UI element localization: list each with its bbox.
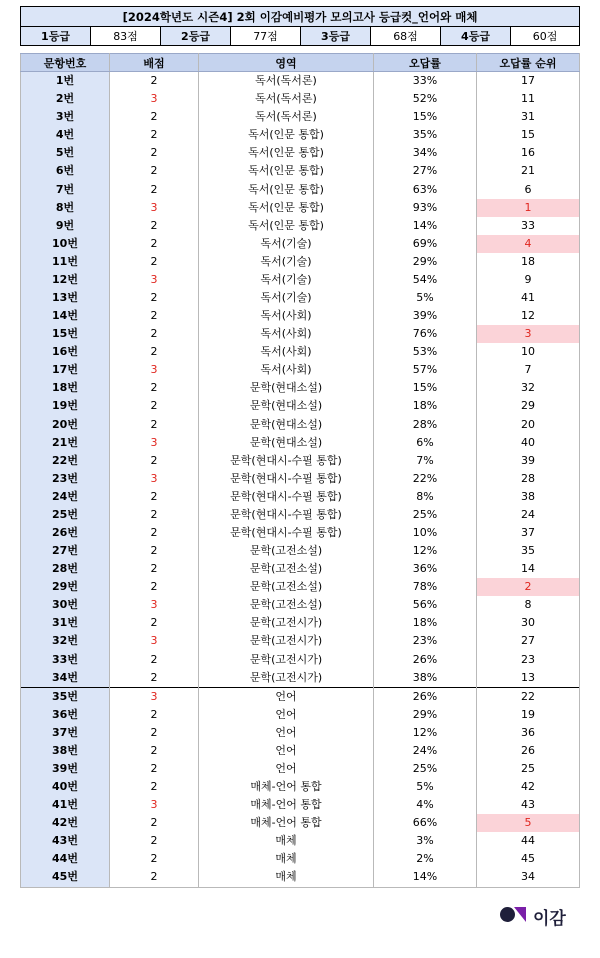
question-number-cell: 13번	[21, 289, 110, 307]
rank-cell: 30	[477, 614, 580, 632]
rank-cell: 33	[477, 217, 580, 235]
rank-cell: 3	[477, 325, 580, 343]
table-row	[21, 596, 580, 614]
wrong-rate-cell: 39%	[374, 307, 477, 325]
points-cell: 2	[110, 325, 199, 343]
grade-label: 3등급	[301, 27, 371, 46]
rank-cell: 41	[477, 289, 580, 307]
question-number-cell: 19번	[21, 397, 110, 415]
wrong-rate-cell: 15%	[374, 379, 477, 397]
points-cell: 3	[110, 271, 199, 289]
rank-cell: 4	[477, 235, 580, 253]
wrong-rate-cell: 12%	[374, 724, 477, 742]
rank-cell: 15	[477, 126, 580, 144]
points-cell: 2	[110, 724, 199, 742]
rank-cell: 43	[477, 796, 580, 814]
table-row	[21, 706, 580, 724]
points-cell: 2	[110, 542, 199, 560]
question-number-cell: 41번	[21, 796, 110, 814]
area-cell: 언어	[199, 760, 374, 778]
table-row	[21, 90, 580, 108]
question-number-cell: 38번	[21, 742, 110, 760]
question-number-cell: 14번	[21, 307, 110, 325]
table-row	[21, 669, 580, 688]
points-cell: 2	[110, 72, 199, 91]
grade-cut-score: 68점	[371, 27, 441, 46]
rank-cell: 14	[477, 560, 580, 578]
question-number-cell: 2번	[21, 90, 110, 108]
table-row	[21, 614, 580, 632]
grade-label: 4등급	[441, 27, 511, 46]
table-row	[21, 814, 580, 832]
rank-cell: 35	[477, 542, 580, 560]
question-number-cell: 22번	[21, 452, 110, 470]
points-cell: 3	[110, 434, 199, 452]
question-number-cell: 23번	[21, 470, 110, 488]
table-row	[21, 126, 580, 144]
table-row	[21, 651, 580, 669]
question-number-cell: 42번	[21, 814, 110, 832]
wrong-rate-cell: 15%	[374, 108, 477, 126]
wrong-rate-cell: 76%	[374, 325, 477, 343]
column-header-points: 배점	[110, 54, 199, 72]
logo-text: 이감	[533, 909, 566, 929]
table-row	[21, 289, 580, 307]
rank-cell: 10	[477, 343, 580, 361]
question-number-cell: 11번	[21, 253, 110, 271]
area-cell: 독서(인문 통합)	[199, 126, 374, 144]
points-cell: 3	[110, 796, 199, 814]
rank-cell: 32	[477, 379, 580, 397]
area-cell: 문학(고전소설)	[199, 578, 374, 596]
question-number-cell: 21번	[21, 434, 110, 452]
rank-cell: 11	[477, 90, 580, 108]
question-number-cell: 37번	[21, 724, 110, 742]
area-cell: 독서(독서론)	[199, 72, 374, 91]
report-container	[20, 6, 579, 888]
points-cell: 2	[110, 235, 199, 253]
wrong-rate-table	[20, 53, 580, 888]
wrong-rate-cell: 69%	[374, 235, 477, 253]
area-cell: 문학(현대소설)	[199, 397, 374, 415]
area-cell: 독서(사회)	[199, 307, 374, 325]
grade-label: 1등급	[21, 27, 91, 46]
area-cell: 문학(현대소설)	[199, 379, 374, 397]
rank-cell: 18	[477, 253, 580, 271]
area-cell: 언어	[199, 742, 374, 760]
table-row	[21, 470, 580, 488]
grade-cut-row	[21, 27, 580, 46]
question-number-cell: 16번	[21, 343, 110, 361]
wrong-rate-cell: 14%	[374, 217, 477, 235]
rank-cell: 2	[477, 578, 580, 596]
rank-cell: 38	[477, 488, 580, 506]
area-cell: 독서(인문 통합)	[199, 180, 374, 198]
rank-cell: 44	[477, 832, 580, 850]
points-cell: 2	[110, 180, 199, 198]
wrong-rate-cell: 36%	[374, 560, 477, 578]
wrong-rate-cell: 29%	[374, 706, 477, 724]
rank-cell: 1	[477, 199, 580, 217]
wrong-rate-cell: 53%	[374, 343, 477, 361]
area-cell: 문학(고전시가)	[199, 651, 374, 669]
grade-cut-score: 60점	[511, 27, 580, 46]
points-cell: 2	[110, 379, 199, 397]
question-number-cell: 15번	[21, 325, 110, 343]
table-row	[21, 307, 580, 325]
area-cell: 언어	[199, 706, 374, 724]
table-row	[21, 108, 580, 126]
points-cell: 2	[110, 506, 199, 524]
area-cell: 독서(사회)	[199, 325, 374, 343]
rank-cell: 6	[477, 180, 580, 198]
area-cell: 문학(고전시가)	[199, 669, 374, 688]
rank-cell: 13	[477, 669, 580, 688]
table-row	[21, 361, 580, 379]
area-cell: 독서(인문 통합)	[199, 217, 374, 235]
page-title: [2024학년도 시즌4] 2회 이감예비평가 모의고사 등급컷_언어와 매체	[21, 7, 580, 27]
grade-cut-score: 83점	[91, 27, 161, 46]
points-cell: 2	[110, 832, 199, 850]
wrong-rate-cell: 8%	[374, 488, 477, 506]
table-row	[21, 180, 580, 198]
area-cell: 문학(현대시-수필 통합)	[199, 488, 374, 506]
table-row	[21, 832, 580, 850]
question-number-cell: 44번	[21, 850, 110, 868]
table-row	[21, 850, 580, 868]
wrong-rate-cell: 7%	[374, 452, 477, 470]
question-number-cell: 34번	[21, 669, 110, 688]
wrong-rate-cell: 27%	[374, 162, 477, 180]
question-number-cell: 43번	[21, 832, 110, 850]
wrong-rate-cell: 25%	[374, 760, 477, 778]
area-cell: 독서(기술)	[199, 235, 374, 253]
rank-cell: 20	[477, 415, 580, 433]
question-number-cell: 18번	[21, 379, 110, 397]
area-cell: 매체-언어 통합	[199, 814, 374, 832]
points-cell: 2	[110, 760, 199, 778]
points-cell: 2	[110, 162, 199, 180]
wrong-rate-cell: 4%	[374, 796, 477, 814]
column-header-area: 영역	[199, 54, 374, 72]
table-row	[21, 235, 580, 253]
area-cell: 독서(인문 통합)	[199, 144, 374, 162]
table-row	[21, 488, 580, 506]
question-number-cell: 25번	[21, 506, 110, 524]
points-cell: 2	[110, 778, 199, 796]
question-number-cell: 27번	[21, 542, 110, 560]
area-cell: 문학(고전시가)	[199, 632, 374, 650]
area-cell: 문학(현대시-수필 통합)	[199, 452, 374, 470]
points-cell: 2	[110, 578, 199, 596]
points-cell: 2	[110, 253, 199, 271]
area-cell: 독서(사회)	[199, 361, 374, 379]
rank-cell: 23	[477, 651, 580, 669]
area-cell: 문학(현대소설)	[199, 415, 374, 433]
question-number-cell: 6번	[21, 162, 110, 180]
table-row	[21, 542, 580, 560]
grade-label: 2등급	[161, 27, 231, 46]
table-row	[21, 796, 580, 814]
area-cell: 문학(현대시-수필 통합)	[199, 524, 374, 542]
question-number-cell: 24번	[21, 488, 110, 506]
area-cell: 독서(사회)	[199, 343, 374, 361]
wrong-rate-cell: 14%	[374, 868, 477, 887]
rank-cell: 12	[477, 307, 580, 325]
points-cell: 2	[110, 868, 199, 887]
table-body	[21, 72, 580, 888]
wrong-rate-cell: 38%	[374, 669, 477, 688]
area-cell: 문학(현대소설)	[199, 434, 374, 452]
rank-cell: 34	[477, 868, 580, 887]
question-number-cell: 31번	[21, 614, 110, 632]
table-row	[21, 687, 580, 706]
area-cell: 문학(현대시-수필 통합)	[199, 470, 374, 488]
wrong-rate-cell: 93%	[374, 199, 477, 217]
area-cell: 매체	[199, 850, 374, 868]
column-header-question: 문항번호	[21, 54, 110, 72]
header-table	[20, 6, 580, 46]
question-number-cell: 12번	[21, 271, 110, 289]
area-cell: 독서(기술)	[199, 289, 374, 307]
grade-cut-score: 77점	[231, 27, 301, 46]
rank-cell: 9	[477, 271, 580, 289]
table-row	[21, 578, 580, 596]
points-cell: 2	[110, 397, 199, 415]
rank-cell: 17	[477, 72, 580, 91]
rank-cell: 39	[477, 452, 580, 470]
wrong-rate-cell: 33%	[374, 72, 477, 91]
question-number-cell: 30번	[21, 596, 110, 614]
table-row	[21, 271, 580, 289]
question-number-cell: 45번	[21, 868, 110, 887]
question-number-cell: 33번	[21, 651, 110, 669]
points-cell: 2	[110, 217, 199, 235]
area-cell: 매체	[199, 832, 374, 850]
area-cell: 언어	[199, 687, 374, 706]
wrong-rate-cell: 57%	[374, 361, 477, 379]
question-number-cell: 7번	[21, 180, 110, 198]
table-row	[21, 397, 580, 415]
points-cell: 3	[110, 361, 199, 379]
wrong-rate-cell: 66%	[374, 814, 477, 832]
wrong-rate-cell: 12%	[374, 542, 477, 560]
rank-cell: 5	[477, 814, 580, 832]
points-cell: 2	[110, 144, 199, 162]
area-cell: 독서(독서론)	[199, 108, 374, 126]
table-row	[21, 144, 580, 162]
question-number-cell: 8번	[21, 199, 110, 217]
table-row	[21, 724, 580, 742]
column-header-wrong-rate: 오답률	[374, 54, 477, 72]
rank-cell: 8	[477, 596, 580, 614]
rank-cell: 42	[477, 778, 580, 796]
points-cell: 2	[110, 706, 199, 724]
area-cell: 독서(인문 통합)	[199, 162, 374, 180]
question-number-cell: 35번	[21, 687, 110, 706]
area-cell: 매체-언어 통합	[199, 796, 374, 814]
question-number-cell: 17번	[21, 361, 110, 379]
logo-triangle-icon	[514, 907, 526, 922]
points-cell: 2	[110, 560, 199, 578]
question-number-cell: 29번	[21, 578, 110, 596]
points-cell: 3	[110, 596, 199, 614]
wrong-rate-cell: 25%	[374, 506, 477, 524]
rank-cell: 45	[477, 850, 580, 868]
rank-cell: 36	[477, 724, 580, 742]
table-row	[21, 506, 580, 524]
area-cell: 문학(고전소설)	[199, 560, 374, 578]
wrong-rate-cell: 56%	[374, 596, 477, 614]
rank-cell: 27	[477, 632, 580, 650]
table-row	[21, 632, 580, 650]
wrong-rate-cell: 10%	[374, 524, 477, 542]
table-row	[21, 325, 580, 343]
question-number-cell: 9번	[21, 217, 110, 235]
wrong-rate-cell: 18%	[374, 614, 477, 632]
rank-cell: 19	[477, 706, 580, 724]
rank-cell: 31	[477, 108, 580, 126]
wrong-rate-cell: 24%	[374, 742, 477, 760]
rank-cell: 37	[477, 524, 580, 542]
wrong-rate-cell: 78%	[374, 578, 477, 596]
rank-cell: 21	[477, 162, 580, 180]
rank-cell: 28	[477, 470, 580, 488]
points-cell: 2	[110, 452, 199, 470]
area-cell: 독서(독서론)	[199, 90, 374, 108]
question-number-cell: 28번	[21, 560, 110, 578]
wrong-rate-cell: 29%	[374, 253, 477, 271]
table-row	[21, 217, 580, 235]
wrong-rate-cell: 63%	[374, 180, 477, 198]
table-row	[21, 524, 580, 542]
points-cell: 2	[110, 614, 199, 632]
rank-cell: 29	[477, 397, 580, 415]
table-row	[21, 343, 580, 361]
points-cell: 2	[110, 108, 199, 126]
table-row	[21, 778, 580, 796]
area-cell: 문학(현대시-수필 통합)	[199, 506, 374, 524]
table-row	[21, 72, 580, 91]
points-cell: 3	[110, 687, 199, 706]
wrong-rate-cell: 23%	[374, 632, 477, 650]
table-row	[21, 868, 580, 887]
points-cell: 2	[110, 126, 199, 144]
question-number-cell: 32번	[21, 632, 110, 650]
column-header-rank: 오답률 순위	[477, 54, 580, 72]
points-cell: 2	[110, 524, 199, 542]
area-cell: 문학(고전시가)	[199, 614, 374, 632]
question-number-cell: 40번	[21, 778, 110, 796]
wrong-rate-cell: 26%	[374, 687, 477, 706]
area-cell: 매체	[199, 868, 374, 887]
wrong-rate-cell: 22%	[374, 470, 477, 488]
points-cell: 2	[110, 289, 199, 307]
question-number-cell: 5번	[21, 144, 110, 162]
points-cell: 2	[110, 415, 199, 433]
area-cell: 문학(고전소설)	[199, 596, 374, 614]
table-row	[21, 162, 580, 180]
area-cell: 독서(기술)	[199, 253, 374, 271]
points-cell: 2	[110, 669, 199, 688]
rank-cell: 25	[477, 760, 580, 778]
points-cell: 2	[110, 343, 199, 361]
question-number-cell: 20번	[21, 415, 110, 433]
points-cell: 2	[110, 742, 199, 760]
wrong-rate-cell: 35%	[374, 126, 477, 144]
table-row	[21, 253, 580, 271]
points-cell: 3	[110, 470, 199, 488]
area-cell: 언어	[199, 724, 374, 742]
table-row	[21, 415, 580, 433]
wrong-rate-cell: 26%	[374, 651, 477, 669]
wrong-rate-cell: 3%	[374, 832, 477, 850]
wrong-rate-cell: 5%	[374, 778, 477, 796]
wrong-rate-cell: 52%	[374, 90, 477, 108]
question-number-cell: 39번	[21, 760, 110, 778]
question-number-cell: 3번	[21, 108, 110, 126]
points-cell: 3	[110, 199, 199, 217]
wrong-rate-cell: 54%	[374, 271, 477, 289]
wrong-rate-cell: 18%	[374, 397, 477, 415]
rank-cell: 22	[477, 687, 580, 706]
question-number-cell: 36번	[21, 706, 110, 724]
points-cell: 3	[110, 632, 199, 650]
table-row	[21, 560, 580, 578]
logo-dot-icon	[500, 907, 515, 922]
question-number-cell: 1번	[21, 72, 110, 91]
wrong-rate-cell: 2%	[374, 850, 477, 868]
table-row	[21, 434, 580, 452]
wrong-rate-cell: 34%	[374, 144, 477, 162]
area-cell: 독서(기술)	[199, 271, 374, 289]
rank-cell: 7	[477, 361, 580, 379]
points-cell: 2	[110, 850, 199, 868]
table-row	[21, 452, 580, 470]
wrong-rate-cell: 6%	[374, 434, 477, 452]
points-cell: 2	[110, 307, 199, 325]
wrong-rate-cell: 5%	[374, 289, 477, 307]
area-cell: 매체-언어 통합	[199, 778, 374, 796]
rank-cell: 24	[477, 506, 580, 524]
question-number-cell: 26번	[21, 524, 110, 542]
question-number-cell: 4번	[21, 126, 110, 144]
question-number-cell: 10번	[21, 235, 110, 253]
area-cell: 문학(고전소설)	[199, 542, 374, 560]
table-row	[21, 379, 580, 397]
table-row	[21, 742, 580, 760]
rank-cell: 26	[477, 742, 580, 760]
area-cell: 독서(인문 통합)	[199, 199, 374, 217]
points-cell: 2	[110, 814, 199, 832]
wrong-rate-cell: 28%	[374, 415, 477, 433]
points-cell: 2	[110, 651, 199, 669]
points-cell: 2	[110, 488, 199, 506]
rank-cell: 40	[477, 434, 580, 452]
points-cell: 3	[110, 90, 199, 108]
table-row	[21, 760, 580, 778]
table-row	[21, 199, 580, 217]
rank-cell: 16	[477, 144, 580, 162]
brand-logo	[500, 903, 580, 929]
table-header-row	[21, 54, 580, 72]
